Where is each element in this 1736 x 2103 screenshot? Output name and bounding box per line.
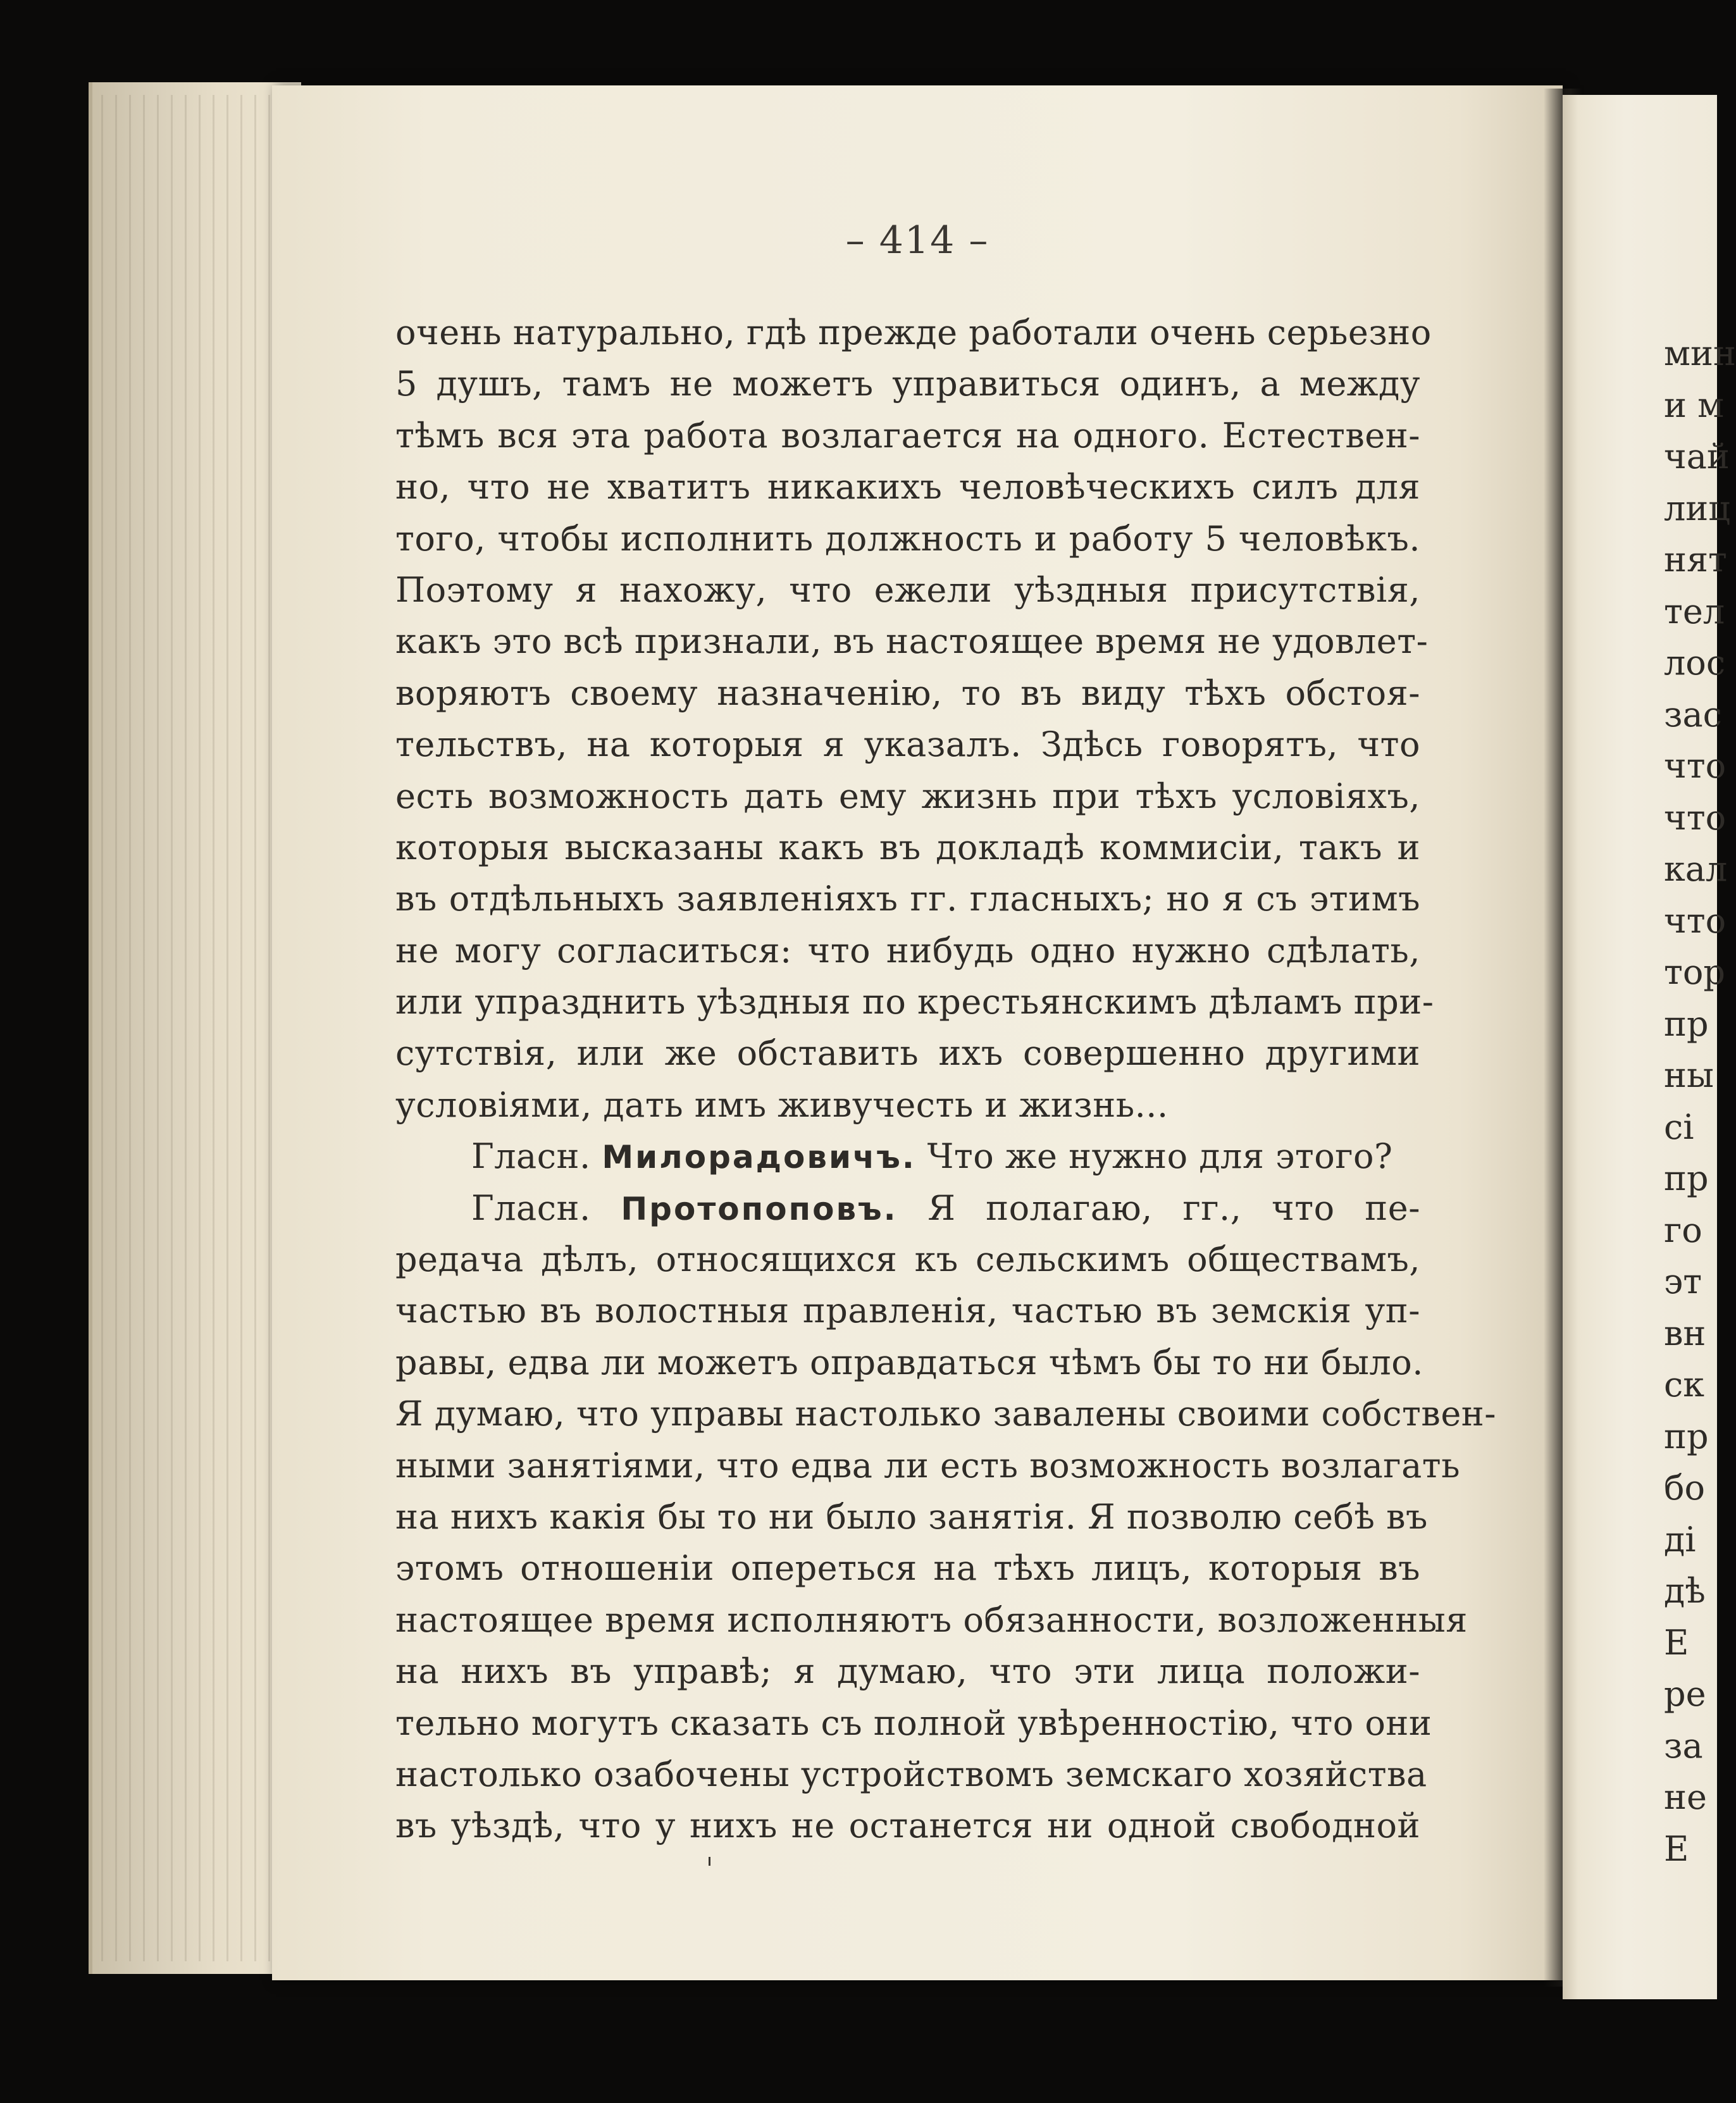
text-line: воряютъ своему назначенію, то въ виду тѣхъ обстоя- <box>395 673 1420 713</box>
fragment-line: ре <box>1664 1674 1706 1714</box>
text-line: но, что не хватитъ никакихъ человѣческихъ силъ для <box>395 467 1420 507</box>
text-line: какъ это всѣ признали, въ настоящее время не удовлет- <box>395 621 1429 662</box>
speaker-name: Милорадовичъ. <box>602 1139 916 1176</box>
speech-text: Я полагаю, гг., что пе- <box>927 1188 1420 1228</box>
speaker-prefix: Гласн. <box>471 1136 591 1177</box>
speaker-line <box>395 1182 1420 1234</box>
text-line: не могу согласиться: что нибудь одно нужно сдѣлать, <box>395 930 1420 971</box>
text-line: Поэтому я нахожу, что ежели уѣздныя присутствія, <box>395 569 1420 610</box>
speaker-line <box>395 1131 1420 1182</box>
text-line: очень натурально, гдѣ прежде работали очень серьезно <box>395 313 1432 352</box>
speaker-name: Протопоповъ. <box>621 1190 898 1227</box>
fragment-line: что <box>1664 900 1727 941</box>
fragment-line: и м <box>1664 385 1725 425</box>
text-line: этомъ отношеніи опереться на тѣхъ лицъ, которыя въ <box>395 1548 1420 1589</box>
speech-text: Что же нужно для этого? <box>927 1136 1393 1177</box>
text-line: редача дѣлъ, относящихся къ сельскимъ обществамъ, <box>395 1239 1420 1280</box>
fragment-line: пр <box>1664 1003 1709 1044</box>
text-line: равы, едва ли можетъ оправдаться чѣмъ бы то ни было. <box>395 1342 1423 1382</box>
fragment-line: кал <box>1664 849 1728 889</box>
fragment-line: ны <box>1664 1055 1714 1095</box>
fragment-line: вн <box>1664 1313 1706 1353</box>
right-page-fragments <box>1664 328 1736 1875</box>
text-line: того, чтобы исполнить должность и работу 5 человѣкъ. <box>395 518 1420 559</box>
text-line: Я думаю, что управы настолько завалены своими собствен- <box>395 1394 1497 1434</box>
text-line: которыя высказаны какъ въ докладѣ коммисіи, такъ и <box>395 827 1420 867</box>
text-line: въ отдѣльныхъ заявленіяхъ гг. гласныхъ; но я съ этимъ <box>395 879 1420 919</box>
left-page <box>272 85 1563 1980</box>
text-line: тѣмъ вся эта работа возлагается на одного. Естествен- <box>395 415 1420 456</box>
right-page <box>1563 95 1736 1999</box>
text-line: ными занятіями, что едва ли есть возможность возлагать <box>395 1445 1461 1486</box>
text-line: въ уѣздѣ, что у нихъ не останется ни одной свободной <box>395 1806 1420 1846</box>
fragment-line: дѣ <box>1664 1571 1706 1611</box>
fragment-line: ді <box>1664 1519 1696 1560</box>
page-stack-lines <box>101 95 285 1961</box>
fragment-line: лос <box>1664 643 1726 683</box>
fragment-line: пр <box>1664 1416 1709 1456</box>
text-line: на нихъ какія бы то ни было занятія. Я позволю себѣ въ <box>395 1496 1428 1537</box>
fragment-line: за <box>1664 1725 1703 1766</box>
text-line: тельно могутъ сказать съ полной увѣренностію, что они <box>395 1703 1432 1743</box>
speaker-prefix: Гласн. <box>471 1188 591 1228</box>
fragment-line: сі <box>1664 1107 1694 1147</box>
fragment-line: Е <box>1664 1622 1689 1663</box>
fragment-line: мин <box>1664 333 1736 373</box>
fragment-line: го <box>1664 1210 1702 1250</box>
fragment-line: тор <box>1664 952 1725 992</box>
body-text <box>395 307 1497 1852</box>
fragment-line: лиц <box>1664 488 1731 528</box>
fragment-line: что <box>1664 746 1727 786</box>
text-line: тельствъ, на которыя я указалъ. Здѣсь говорятъ, что <box>395 724 1420 765</box>
text-line: или упразднить уѣздныя по крестьянскимъ дѣламъ при- <box>395 982 1434 1022</box>
fragment-line: что <box>1664 797 1727 838</box>
fragment-line: Е <box>1664 1828 1689 1869</box>
fragment-line: зас <box>1664 694 1722 735</box>
text-line: настоящее время исполняютъ обязанности, возложенныя <box>395 1599 1468 1640</box>
fragment-line: эт <box>1664 1262 1702 1301</box>
fragment-line: нят <box>1664 540 1727 580</box>
text-line: на нихъ въ управѣ; я думаю, что эти лица положи- <box>395 1651 1420 1692</box>
fragment-line: не <box>1664 1777 1707 1817</box>
text-line: 5 душъ, тамъ не можетъ управиться одинъ, а между <box>395 364 1420 404</box>
text-line: условіями, дать имъ живучесть и жизнь... <box>395 1084 1169 1125</box>
text-line: частью въ волостныя правленія, частью въ земскія уп- <box>395 1291 1420 1331</box>
text-line: настолько озабочены устройствомъ земскаго хозяйства <box>395 1754 1427 1794</box>
text-line: сутствія, или же обставить ихъ совершенно другими <box>395 1033 1420 1074</box>
fragment-line: бо <box>1664 1468 1706 1508</box>
ink-mark <box>709 1857 710 1866</box>
fragment-line: тел <box>1664 591 1725 631</box>
text-line: есть возможность дать ему жизнь при тѣхъ условіяхъ, <box>395 776 1420 816</box>
fragment-line: ск <box>1664 1365 1704 1405</box>
fragment-line: пр <box>1664 1158 1709 1198</box>
page-number: – 414 – <box>845 218 989 263</box>
fragment-line: чай <box>1664 437 1730 476</box>
